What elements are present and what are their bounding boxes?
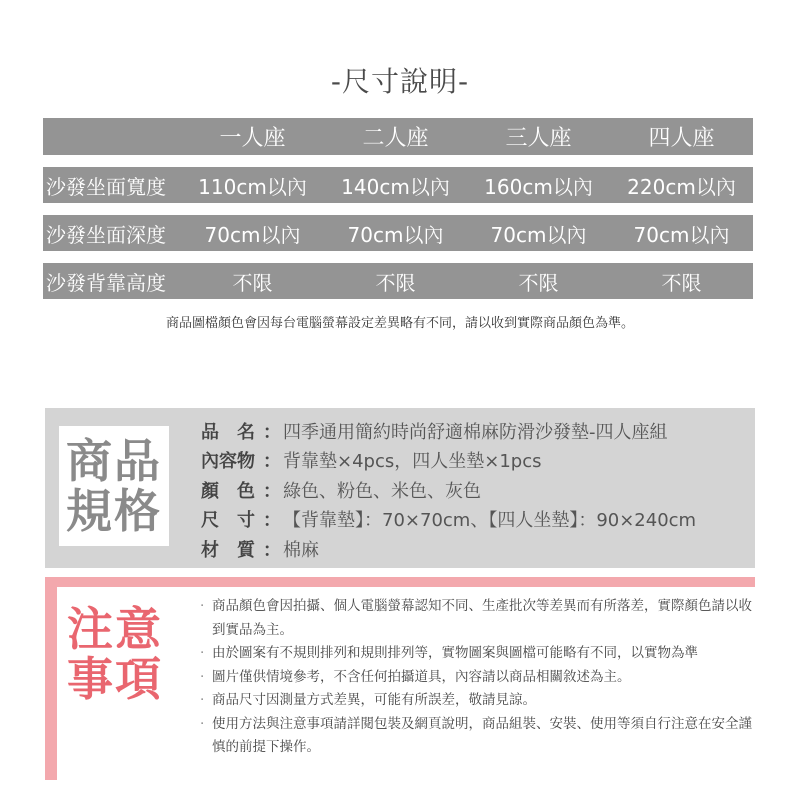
spec-value: 棉麻 [283, 539, 319, 561]
bullet-dot: · [200, 715, 205, 732]
caution-badge [60, 593, 170, 715]
column-header: 三人座 [505, 126, 572, 151]
spec-colon: ： [263, 539, 281, 561]
column-header: 二人座 [362, 126, 429, 151]
spec-key: 材 質 [201, 539, 255, 561]
spec-row [201, 475, 696, 505]
spec-badge-line: 規格 [66, 484, 162, 538]
color-disclaimer: 商品圖檔顏色會因每台電腦螢幕設定差異略有不同，請以收到實際商品顏色為準。 [165, 316, 634, 331]
spec-value: 綠色、粉色、米色、灰色 [283, 480, 481, 502]
bullet-dot: · [200, 598, 205, 614]
table-cell: 220cm以內 [627, 174, 736, 199]
spec-colon: ： [263, 480, 281, 502]
table-cell: 70cm以內 [633, 222, 730, 247]
spec-key: 顏 色 [201, 480, 255, 502]
row-label: 沙發坐面寬度 [46, 174, 166, 199]
row-label: 沙發坐面深度 [46, 222, 166, 247]
spec-colon: ： [263, 451, 281, 473]
column-header: 一人座 [219, 126, 286, 151]
table-cell: 110cm以內 [198, 174, 307, 199]
table-cell: 70cm以內 [204, 222, 301, 247]
caution-text: 商品尺寸因測量方式差異，可能有所誤差，敬請見諒。 [212, 692, 536, 708]
caution-item [200, 713, 760, 760]
spec-value: 【背靠墊】：70×70cm、【四人坐墊】：90×240cm [283, 510, 697, 532]
caution-item [200, 666, 760, 690]
table-row [43, 215, 753, 251]
table-cell: 不限 [375, 270, 416, 295]
spec-row [201, 446, 696, 476]
spec-row [201, 416, 696, 446]
table-cell: 不限 [518, 270, 559, 295]
column-header: 四人座 [648, 126, 715, 151]
bullet-dot: · [200, 692, 205, 708]
table-cell: 70cm以內 [490, 222, 587, 247]
table-row [43, 263, 753, 299]
size-table-header [43, 118, 753, 155]
spec-row [201, 534, 696, 564]
spec-key: 內容物 [201, 451, 255, 473]
caution-badge-line: 事項 [67, 652, 163, 706]
spec-key: 品 名 [201, 421, 255, 443]
caution-text: 使用方法與注意事項請詳閱包裝及網頁說明，商品組裝、安裝、使用等須自行注意在安全謹慎的前提下操作。 [212, 715, 752, 755]
spec-badge [59, 426, 169, 546]
row-label: 沙發背靠高度 [46, 270, 166, 295]
spec-colon: ： [263, 421, 281, 443]
caution-item [200, 689, 760, 713]
caution-text: 商品顏色會因拍攝、個人電腦螢幕認知不同、生產批次等差異而有所落差，實際顏色請以收到實品為主。 [212, 598, 752, 638]
caution-item [200, 595, 760, 642]
caution-badge-line: 注意 [67, 602, 163, 656]
table-cell: 140cm以內 [341, 174, 450, 199]
caution-text: 圖片僅供情境參考，不含任何拍攝道具，內容請以商品相關敘述為主。 [212, 668, 631, 685]
product-spec-panel [45, 408, 755, 568]
table-cell: 160cm以內 [484, 174, 593, 199]
spec-badge-line: 商品 [66, 434, 162, 488]
spec-value: 背靠墊×4pcs，四人坐墊×1pcs [283, 451, 542, 473]
spec-colon: ： [263, 510, 281, 532]
caution-inner [57, 587, 755, 780]
spec-list [201, 416, 696, 564]
table-row [43, 167, 753, 203]
caution-list [200, 595, 760, 760]
table-cell: 不限 [232, 270, 273, 295]
caution-item [200, 642, 760, 666]
spec-value: 四季通用簡約時尚舒適棉麻防滑沙發墊-四人座組 [283, 421, 668, 443]
section-title: -尺寸說明- [330, 65, 470, 98]
table-cell: 不限 [661, 270, 702, 295]
spec-key: 尺 寸 [201, 510, 255, 532]
caution-panel [45, 577, 755, 780]
caution-text: 由於圖案有不規則排列和規則排列等，實物圖案與圖檔可能略有不同，以實物為準 [212, 645, 698, 661]
bullet-dot: · [200, 645, 205, 661]
size-table [43, 118, 753, 311]
table-cell: 70cm以內 [347, 222, 444, 247]
bullet-dot: · [200, 668, 205, 685]
spec-row [201, 505, 696, 535]
